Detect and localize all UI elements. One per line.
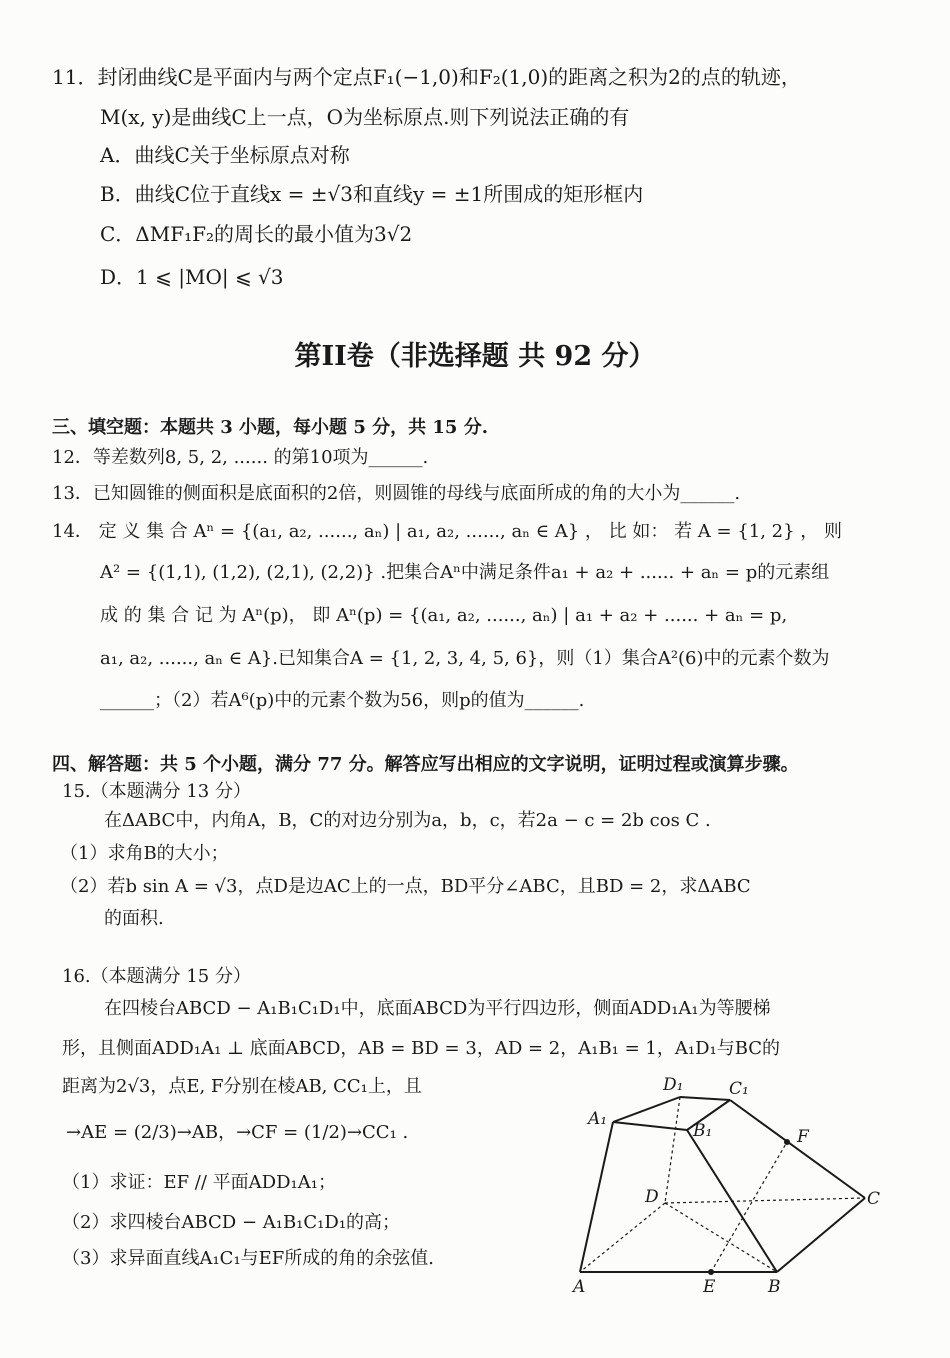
q16-stem-line3: 距离为2√3，点E, F分别在棱AB, CC₁上，且	[62, 1076, 422, 1097]
label-d: D	[645, 1187, 659, 1207]
q16-vector-condition: →AE = (2/3)→AB，→CF = (1/2)→CC₁ .	[66, 1122, 409, 1143]
q13: 13．已知圆锥的侧面积是底面积的2倍，则圆锥的母线与底面所成的角的大小为______.	[52, 483, 741, 504]
q16-part3: （3）求异面直线A₁C₁与EF所成的角的余弦值.	[62, 1248, 435, 1269]
q14-line1: 14． 定 义 集 合 Aⁿ = {(a₁, a₂, ......, aₙ) | a₁, a₂, ......, aₙ ∈ A} ， 比 如： 若 A = {1, 2} ， 则	[52, 521, 843, 542]
q16-heading: 16.（本题满分 15 分）	[62, 966, 251, 987]
q15-part1: （1）求角B的大小；	[60, 843, 229, 864]
label-f: F	[797, 1127, 809, 1147]
segment-ef-hidden	[711, 1142, 787, 1272]
q11-stem-line1: 11．封闭曲线C是平面内与两个定点F₁(−1,0)和F₂(1,0)的距离之积为2的点的轨迹，	[52, 65, 801, 89]
q14-line3: 成 的 集 合 记 为 Aⁿ(p)， 即 Aⁿ(p) = {(a₁, a₂, ......, aₙ) | a₁ + a₂ + ...... + aₙ = p,	[100, 605, 788, 626]
q11-option-b: B．曲线C位于直线x = ±√3和直线y = ±1所围成的矩形框内	[100, 182, 644, 206]
q11-option-a: A．曲线C关于坐标原点对称	[100, 143, 350, 167]
q14-line2: A² = {(1,1), (1,2), (2,1), (2,2)} .把集合Aⁿ中满足条件a₁ + a₂ + ...... + aₙ = p的元素组	[100, 562, 830, 583]
q16-stem-line2: 形，且侧面ADD₁A₁ ⊥ 底面ABCD，AB = BD = 3，AD = 2，A₁B₁ = 1，A₁D₁与BC的	[62, 1038, 781, 1059]
label-a1: A₁	[588, 1109, 608, 1129]
q15-part2: （2）若b sin A = √3，点D是边AC上的一点，BD平分∠ABC，且BD = 2，求ΔABC	[60, 876, 751, 897]
q16-part1: （1）求证：EF // 平面ADD₁A₁；	[62, 1172, 336, 1193]
q12: 12．等差数列8, 5, 2, ...... 的第10项为______.	[52, 447, 429, 468]
sec4-header: 四、解答题：共 5 个小题，满分 77 分。解答应写出相应的文字说明，证明过程或演算步骤。	[52, 754, 799, 775]
q15-stem: 在ΔABC中，内角A，B，C的对边分别为a，b，c，若2a − c = 2b cos C .	[104, 810, 711, 831]
q11-stem-line2: M(x, y)是曲线C上一点，O为坐标原点.则下列说法正确的有	[100, 105, 630, 129]
q15-part2-cont: 的面积.	[104, 908, 164, 929]
label-b1: B₁	[693, 1121, 713, 1141]
label-b: B	[768, 1277, 781, 1297]
sec3-header: 三、填空题：本题共 3 小题，每小题 5 分，共 15 分.	[52, 417, 488, 438]
point-e-dot	[708, 1269, 714, 1275]
point-f-dot	[784, 1139, 790, 1145]
q14-line5: ______；（2）若A⁶(p)中的元素个数为56，则p的值为______.	[100, 690, 585, 711]
edge-bc	[777, 1198, 865, 1272]
q14-line4: a₁, a₂, ......, aₙ ∈ A}.已知集合A = {1, 2, 3, 4, 5, 6}，则（1）集合A²(6)中的元素个数为	[100, 648, 830, 669]
label-e: E	[703, 1277, 716, 1297]
q16-part2: （2）求四棱台ABCD − A₁B₁C₁D₁的高；	[62, 1212, 401, 1233]
label-d1: D₁	[663, 1075, 684, 1095]
part2-title: 第II卷（非选择题 共 92 分）	[294, 341, 656, 372]
q16-stem-line1: 在四棱台ABCD − A₁B₁C₁D₁中，底面ABCD为平行四边形，侧面ADD₁A₁为等腰梯	[104, 998, 771, 1019]
edge-d1c1	[680, 1097, 730, 1100]
edge-dc-hidden	[665, 1198, 865, 1203]
edge-dd1-hidden	[665, 1097, 680, 1203]
edge-a1d1	[613, 1097, 680, 1122]
edge-cc1	[730, 1100, 865, 1198]
q11-option-d: D．1 ⩽ |MO| ⩽ √3	[100, 265, 284, 289]
q15-heading: 15.（本题满分 13 分）	[62, 781, 251, 802]
label-c1: C₁	[729, 1079, 749, 1099]
label-c: C	[867, 1189, 881, 1209]
q11-option-c: C．ΔMF₁F₂的周长的最小值为3√2	[100, 222, 413, 246]
edge-db-hidden	[665, 1203, 777, 1272]
label-a: A	[573, 1277, 586, 1297]
frustum-figure	[565, 1070, 895, 1300]
